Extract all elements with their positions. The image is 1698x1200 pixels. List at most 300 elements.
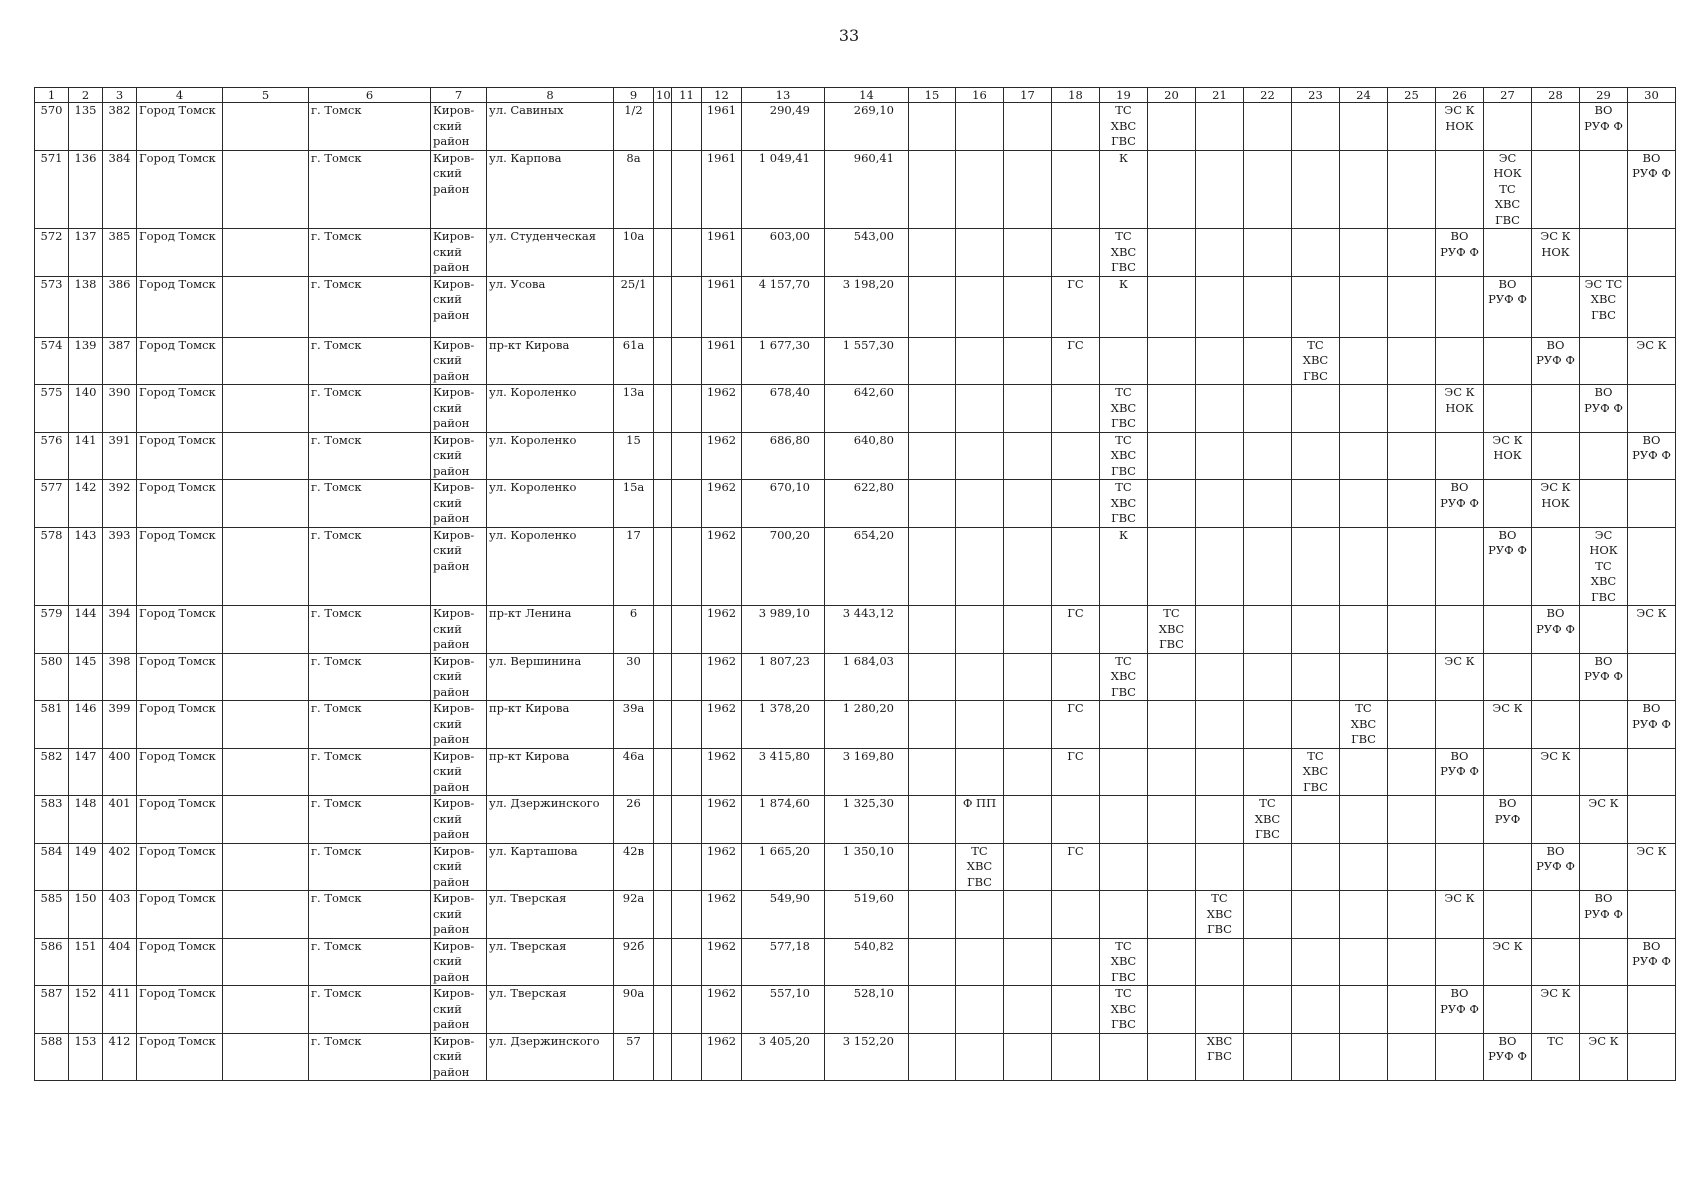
column-header: 24: [1340, 88, 1388, 103]
table-cell: [1484, 891, 1532, 939]
table-cell: [654, 938, 672, 986]
table-cell: [1628, 1033, 1676, 1081]
table-cell: 6: [614, 606, 654, 654]
table-cell: 575: [35, 385, 69, 433]
table-cell: 385: [103, 229, 137, 277]
table-cell: ул. Короленко: [487, 480, 614, 528]
table-cell: 404: [103, 938, 137, 986]
header-row: [35, 88, 1676, 103]
table-cell: 570: [35, 103, 69, 151]
table-cell: [654, 337, 672, 385]
table-cell: [1532, 276, 1580, 337]
table-cell: 92а: [614, 891, 654, 939]
table-cell: 3 198,20: [825, 276, 909, 337]
table-cell: 392: [103, 480, 137, 528]
table-cell: 1962: [702, 796, 742, 844]
table-cell: 1962: [702, 480, 742, 528]
table-cell: [1052, 229, 1100, 277]
table-cell: ГС: [1052, 337, 1100, 385]
table-cell: [1052, 480, 1100, 528]
table-cell: ГС: [1052, 701, 1100, 749]
table-cell: [1532, 653, 1580, 701]
table-cell: [956, 276, 1004, 337]
table-cell: 1962: [702, 1033, 742, 1081]
table-cell: ТС ХВС ГВС: [1292, 337, 1340, 385]
table-cell: [1340, 796, 1388, 844]
table-cell: ЭС К НОК: [1436, 385, 1484, 433]
table-cell: [654, 276, 672, 337]
table-cell: [1196, 276, 1244, 337]
table-cell: ул. Тверская: [487, 938, 614, 986]
table-cell: 1961: [702, 337, 742, 385]
table-row: [35, 337, 1676, 385]
table-cell: [956, 480, 1004, 528]
column-header: 16: [956, 88, 1004, 103]
table-cell: Киров- ский район: [431, 606, 487, 654]
table-cell: г. Томск: [309, 843, 431, 891]
table-cell: [1388, 843, 1436, 891]
table-cell: Город Томск: [137, 748, 223, 796]
table-cell: [1052, 527, 1100, 606]
table-cell: [1340, 1033, 1388, 1081]
table-cell: 3 989,10: [742, 606, 825, 654]
table-cell: [1436, 432, 1484, 480]
table-cell: Киров- ский район: [431, 103, 487, 151]
table-cell: 403: [103, 891, 137, 939]
table-row: [35, 891, 1676, 939]
table-cell: Город Томск: [137, 385, 223, 433]
table-cell: [1196, 701, 1244, 749]
table-cell: [1628, 891, 1676, 939]
table-cell: [956, 748, 1004, 796]
table-cell: 1 350,10: [825, 843, 909, 891]
table-cell: ТС ХВС ГВС: [1340, 701, 1388, 749]
table-cell: [1388, 150, 1436, 229]
table-cell: [1052, 653, 1100, 701]
table-cell: [1340, 938, 1388, 986]
table-cell: [956, 103, 1004, 151]
table-cell: [1532, 103, 1580, 151]
table-cell: [1244, 337, 1292, 385]
table-cell: [1292, 150, 1340, 229]
table-cell: Город Томск: [137, 337, 223, 385]
table-cell: [1004, 480, 1052, 528]
table-cell: 394: [103, 606, 137, 654]
table-cell: 146: [69, 701, 103, 749]
table-cell: [1148, 796, 1196, 844]
table-cell: [909, 480, 956, 528]
table-cell: [223, 701, 309, 749]
table-cell: [1388, 748, 1436, 796]
table-cell: Ф ПП: [956, 796, 1004, 844]
table-cell: [1436, 606, 1484, 654]
table-cell: 1962: [702, 938, 742, 986]
table-cell: [1196, 606, 1244, 654]
table-cell: [223, 1033, 309, 1081]
table-cell: ул. Короленко: [487, 432, 614, 480]
table-cell: [654, 796, 672, 844]
table-cell: ЭС К: [1484, 938, 1532, 986]
table-cell: 150: [69, 891, 103, 939]
table-cell: [1148, 1033, 1196, 1081]
table-cell: [1292, 843, 1340, 891]
table-cell: [956, 701, 1004, 749]
table-cell: [1628, 796, 1676, 844]
table-cell: г. Томск: [309, 938, 431, 986]
column-header: 18: [1052, 88, 1100, 103]
table-cell: [1004, 891, 1052, 939]
table-cell: [1004, 337, 1052, 385]
table-cell: [1148, 986, 1196, 1034]
table-cell: 1962: [702, 986, 742, 1034]
table-cell: Киров- ский район: [431, 480, 487, 528]
column-header: 11: [672, 88, 702, 103]
table-cell: 290,49: [742, 103, 825, 151]
column-header: 25: [1388, 88, 1436, 103]
table-cell: ЭС НОК ТС ХВС ГВС: [1580, 527, 1628, 606]
table-cell: [1244, 385, 1292, 433]
table-cell: [1436, 938, 1484, 986]
table-cell: 15: [614, 432, 654, 480]
table-cell: [1148, 276, 1196, 337]
table-cell: [1340, 986, 1388, 1034]
table-cell: Киров- ский район: [431, 432, 487, 480]
table-cell: 141: [69, 432, 103, 480]
table-cell: [1628, 276, 1676, 337]
table-cell: [1196, 103, 1244, 151]
table-cell: [223, 229, 309, 277]
table-cell: ТС ХВС ГВС: [1148, 606, 1196, 654]
table-cell: 151: [69, 938, 103, 986]
table-cell: [1388, 385, 1436, 433]
table-cell: [909, 103, 956, 151]
table-cell: ВО РУФ Ф: [1532, 606, 1580, 654]
table-cell: ЭС К: [1484, 701, 1532, 749]
table-cell: [1244, 891, 1292, 939]
table-cell: [956, 229, 1004, 277]
table-cell: 412: [103, 1033, 137, 1081]
table-cell: 42в: [614, 843, 654, 891]
column-header: 12: [702, 88, 742, 103]
table-cell: [1388, 606, 1436, 654]
table-cell: [1100, 843, 1148, 891]
table-cell: [1244, 606, 1292, 654]
table-cell: Киров- ский район: [431, 1033, 487, 1081]
table-cell: 15а: [614, 480, 654, 528]
table-cell: 148: [69, 796, 103, 844]
table-cell: [1628, 986, 1676, 1034]
table-cell: 139: [69, 337, 103, 385]
table-cell: [654, 986, 672, 1034]
table-cell: 30: [614, 653, 654, 701]
table-cell: Город Томск: [137, 1033, 223, 1081]
table-cell: ЭС К НОК: [1532, 229, 1580, 277]
column-header: 30: [1628, 88, 1676, 103]
table-cell: 25/1: [614, 276, 654, 337]
column-header: 22: [1244, 88, 1292, 103]
table-cell: [672, 986, 702, 1034]
table-cell: Киров- ский район: [431, 796, 487, 844]
table-cell: [654, 432, 672, 480]
table-cell: [1580, 432, 1628, 480]
table-cell: Город Томск: [137, 606, 223, 654]
table-cell: г. Томск: [309, 748, 431, 796]
table-cell: [1244, 229, 1292, 277]
table-cell: [956, 653, 1004, 701]
table-cell: 1 280,20: [825, 701, 909, 749]
table-cell: [223, 150, 309, 229]
table-cell: ул. Короленко: [487, 527, 614, 606]
table-cell: ЭС К: [1532, 986, 1580, 1034]
table-cell: [909, 1033, 956, 1081]
table-cell: Киров- ский район: [431, 276, 487, 337]
table-cell: [672, 701, 702, 749]
table-cell: 519,60: [825, 891, 909, 939]
table-cell: Город Томск: [137, 796, 223, 844]
table-cell: [1436, 276, 1484, 337]
table-cell: [223, 606, 309, 654]
table-cell: [1004, 986, 1052, 1034]
table-cell: [1052, 1033, 1100, 1081]
table-cell: [956, 891, 1004, 939]
table-cell: [672, 276, 702, 337]
table-cell: 528,10: [825, 986, 909, 1034]
table-cell: 549,90: [742, 891, 825, 939]
table-cell: [1148, 938, 1196, 986]
table-cell: [1340, 527, 1388, 606]
table-cell: [1436, 843, 1484, 891]
table-cell: Город Томск: [137, 527, 223, 606]
table-cell: [1532, 796, 1580, 844]
table-cell: [672, 385, 702, 433]
table-cell: [909, 337, 956, 385]
column-header: 2: [69, 88, 103, 103]
table-cell: 390: [103, 385, 137, 433]
table-cell: [1436, 527, 1484, 606]
table-cell: [1580, 701, 1628, 749]
table-cell: [1244, 432, 1292, 480]
table-cell: 142: [69, 480, 103, 528]
table-cell: [672, 796, 702, 844]
table-cell: 1 665,20: [742, 843, 825, 891]
table-cell: [1052, 103, 1100, 151]
table-cell: [1388, 432, 1436, 480]
column-header: 26: [1436, 88, 1484, 103]
table-cell: [223, 103, 309, 151]
table-cell: [1484, 653, 1532, 701]
table-cell: [223, 653, 309, 701]
column-header: 8: [487, 88, 614, 103]
table-cell: 622,80: [825, 480, 909, 528]
table-cell: [1196, 337, 1244, 385]
table-cell: [1388, 527, 1436, 606]
table-cell: Киров- ский район: [431, 986, 487, 1034]
table-cell: [1292, 1033, 1340, 1081]
table-cell: [654, 653, 672, 701]
table-cell: [1532, 385, 1580, 433]
table-cell: [672, 1033, 702, 1081]
table-cell: ул. Дзержинского: [487, 1033, 614, 1081]
column-header: 20: [1148, 88, 1196, 103]
table-cell: г. Томск: [309, 606, 431, 654]
table-cell: ВО РУФ Ф: [1484, 527, 1532, 606]
table-cell: ТС ХВС ГВС: [1100, 986, 1148, 1034]
table-cell: Город Томск: [137, 653, 223, 701]
table-cell: 1962: [702, 891, 742, 939]
table-cell: 4 157,70: [742, 276, 825, 337]
table-cell: [223, 276, 309, 337]
table-cell: [1388, 891, 1436, 939]
table-cell: 149: [69, 843, 103, 891]
table-cell: [672, 891, 702, 939]
table-cell: 1 807,23: [742, 653, 825, 701]
table-cell: ул. Студенческая: [487, 229, 614, 277]
column-header: 6: [309, 88, 431, 103]
table-cell: [1532, 432, 1580, 480]
table-cell: [1052, 432, 1100, 480]
column-header: 10: [654, 88, 672, 103]
table-cell: 384: [103, 150, 137, 229]
table-cell: [1292, 480, 1340, 528]
column-header: 14: [825, 88, 909, 103]
table-cell: [654, 606, 672, 654]
table-cell: г. Томск: [309, 229, 431, 277]
table-cell: [956, 385, 1004, 433]
housing-register-table: [34, 87, 1676, 1081]
table-cell: [1292, 527, 1340, 606]
table-cell: 3 152,20: [825, 1033, 909, 1081]
column-header: 1: [35, 88, 69, 103]
table-cell: [1244, 1033, 1292, 1081]
table-body: [35, 103, 1676, 1081]
page-number: 33: [838, 26, 860, 45]
table-cell: 587: [35, 986, 69, 1034]
table-cell: [654, 701, 672, 749]
table-cell: [1148, 150, 1196, 229]
table-cell: ЭС ТС ХВС ГВС: [1580, 276, 1628, 337]
table-cell: Город Томск: [137, 150, 223, 229]
table-cell: [1580, 606, 1628, 654]
table-cell: [1196, 986, 1244, 1034]
table-cell: ул. Тверская: [487, 891, 614, 939]
table-cell: 398: [103, 653, 137, 701]
table-cell: [223, 385, 309, 433]
table-cell: [1388, 701, 1436, 749]
table-cell: 686,80: [742, 432, 825, 480]
table-cell: [1244, 527, 1292, 606]
table-cell: ЭС К: [1628, 606, 1676, 654]
table-cell: [1196, 385, 1244, 433]
table-cell: ЭС К: [1628, 337, 1676, 385]
table-cell: ВО РУФ Ф: [1580, 103, 1628, 151]
table-cell: [1196, 653, 1244, 701]
table-cell: [1484, 606, 1532, 654]
table-cell: [1628, 653, 1676, 701]
table-cell: Город Томск: [137, 843, 223, 891]
table-cell: [1148, 653, 1196, 701]
table-cell: ТС ХВС ГВС: [1100, 385, 1148, 433]
table-cell: [1340, 606, 1388, 654]
table-cell: [1244, 938, 1292, 986]
table-cell: г. Томск: [309, 653, 431, 701]
table-cell: ТС ХВС ГВС: [1100, 103, 1148, 151]
table-cell: [1148, 337, 1196, 385]
table-cell: [956, 938, 1004, 986]
table-cell: ХВС ГВС: [1196, 1033, 1244, 1081]
table-cell: ЭС НОК ТС ХВС ГВС: [1484, 150, 1532, 229]
table-cell: [1436, 796, 1484, 844]
column-header: 15: [909, 88, 956, 103]
table-cell: ТС ХВС ГВС: [956, 843, 1004, 891]
table-cell: [223, 527, 309, 606]
table-cell: ВО РУФ Ф: [1628, 150, 1676, 229]
table-cell: [223, 337, 309, 385]
table-cell: ул. Усова: [487, 276, 614, 337]
table-cell: [672, 843, 702, 891]
table-cell: [1484, 229, 1532, 277]
table-cell: [1004, 796, 1052, 844]
column-header: 17: [1004, 88, 1052, 103]
table-cell: Город Томск: [137, 701, 223, 749]
table-cell: 1962: [702, 432, 742, 480]
table-cell: [223, 891, 309, 939]
table-cell: [1340, 748, 1388, 796]
table-cell: 576: [35, 432, 69, 480]
table-cell: 580: [35, 653, 69, 701]
table-cell: ЭС К: [1436, 891, 1484, 939]
table-cell: [1292, 938, 1340, 986]
table-cell: ТС ХВС ГВС: [1292, 748, 1340, 796]
table-cell: 1 677,30: [742, 337, 825, 385]
table-cell: 138: [69, 276, 103, 337]
table-cell: 402: [103, 843, 137, 891]
table-row: [35, 229, 1676, 277]
table-cell: 1962: [702, 527, 742, 606]
table-cell: [909, 891, 956, 939]
table-cell: Город Томск: [137, 229, 223, 277]
table-cell: [1148, 385, 1196, 433]
table-cell: Город Томск: [137, 276, 223, 337]
table-cell: [1100, 1033, 1148, 1081]
table-cell: [1244, 986, 1292, 1034]
table-cell: [1532, 527, 1580, 606]
table-cell: [1532, 938, 1580, 986]
table-row: [35, 796, 1676, 844]
table-cell: К: [1100, 276, 1148, 337]
table-cell: [1292, 385, 1340, 433]
table-cell: ЭС К: [1628, 843, 1676, 891]
table-cell: [1148, 103, 1196, 151]
table-cell: ВО РУФ Ф: [1580, 653, 1628, 701]
table-cell: 10а: [614, 229, 654, 277]
table-row: [35, 938, 1676, 986]
table-cell: ул. Дзержинского: [487, 796, 614, 844]
table-cell: [1244, 701, 1292, 749]
table-cell: 26: [614, 796, 654, 844]
table-cell: [1148, 891, 1196, 939]
table-cell: Киров- ский район: [431, 748, 487, 796]
table-cell: 140: [69, 385, 103, 433]
table-cell: Город Томск: [137, 891, 223, 939]
table-cell: [1244, 276, 1292, 337]
table-cell: [1340, 843, 1388, 891]
column-header: 7: [431, 88, 487, 103]
table-cell: [1004, 432, 1052, 480]
table-cell: [1580, 229, 1628, 277]
table-row: [35, 103, 1676, 151]
table-cell: Киров- ский район: [431, 385, 487, 433]
table-cell: [1004, 938, 1052, 986]
